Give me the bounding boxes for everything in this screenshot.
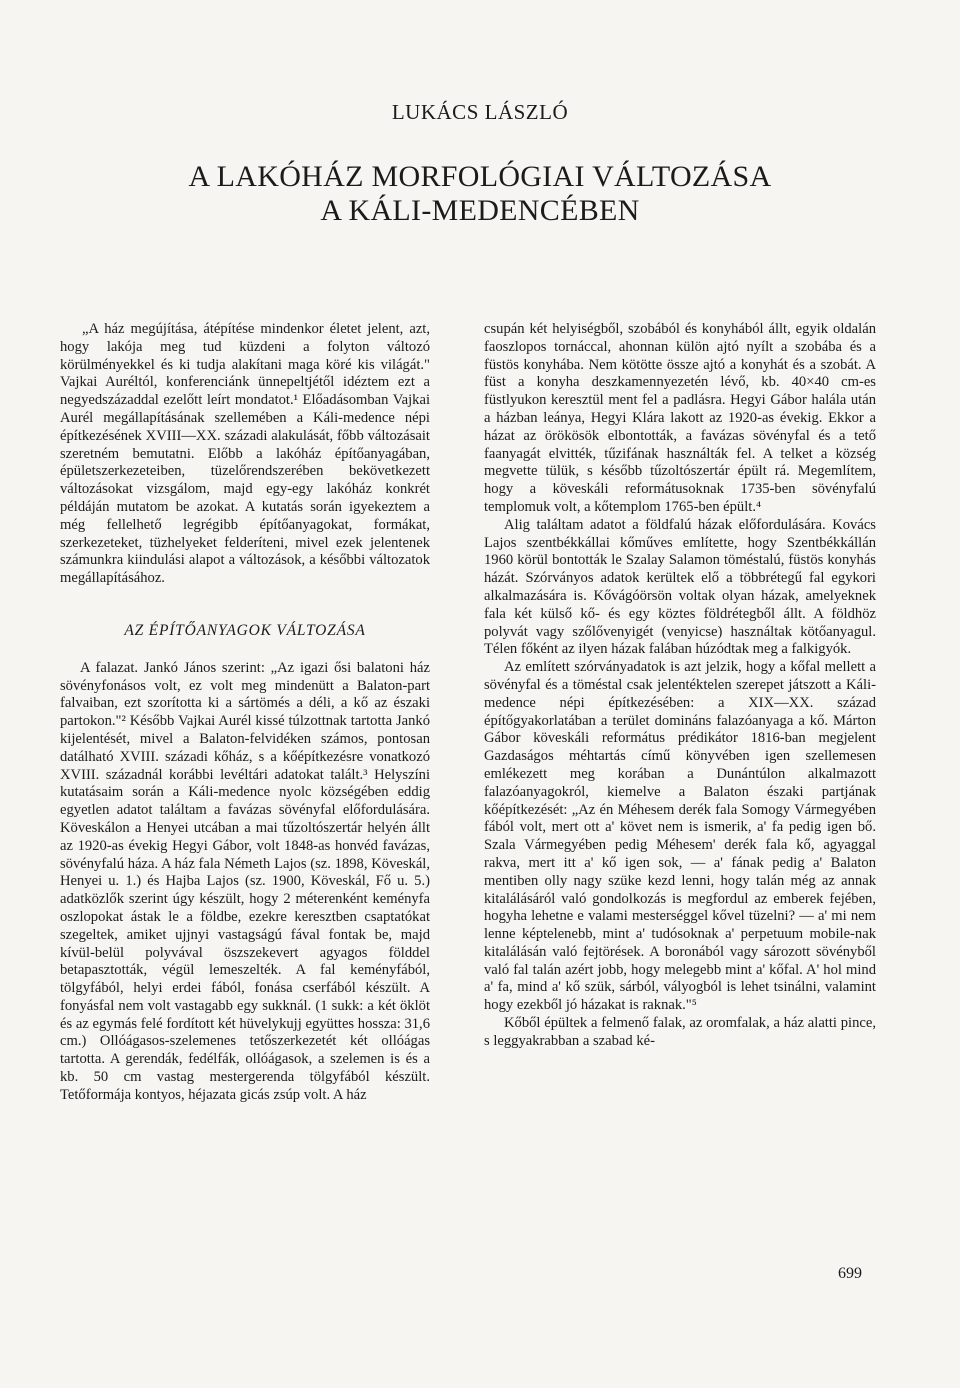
article-title	[0, 160, 960, 228]
section-heading: AZ ÉPÍTŐANYAGOK VÁLTOZÁSA	[124, 621, 366, 639]
title-line-2: A KÁLI-MEDENCÉBEN	[320, 194, 640, 227]
body-paragraph: A falazat. Jankó János szerint: „Az igazi ősi balatoni ház sövényfonásos volt, ez volt meg mindenütt a Balaton-part falvaiban, ezt szorította ki a sártömés a déli, a kő az északi partokon."² Később Vajkai Aurél kissé túlzottnak tartotta Jankó kijelentését, mivel a Balaton-felvidéken számos, pontosan datálható XVIII. századi kőház, s a kőépítkezésre vonatkozó XVIII. századnál korábbi levéltári adatokat talált.³ Helyszíni kutatásaim során a Káli-medence nyolc községében eddig egyetlen adatot találtam a favázas sövényfal előfordulására. Köveskálon a Henyei utcában a mai tűzoltószertár helyén állt az 1920-as évekig Hegyi Gábor, volt 1848-as honvéd favázas, sövényfalú háza. A ház fala Németh Lajos (sz. 1898, Köveskál, Henyei u. 1.) és Hajba Lajos (sz. 1900, Köveskál, Fő u. 5.) adatközlők szerint úgy készült, hogy 2 méterenként keményfa oszlopokat ástak le a földbe, ezekre keresztben csaptatókat szegeltek, amiket ujjnyi vastagságú fával fontak be, majd kívül-belül polyvával öszszekevert agyagos földdel betapasztották, végül lemeszelték. A fal keményfából, tölgyfából, helyi erdei fából, fonása cserfából készült. A fonyásfal nem volt vastagabb egy sukknál. (1 sukk: a két öklöt és az egymás felé fordított két hüvelykujj együttes hossza: 31,6 cm.) Ollóágasos-szelemenes tetőszerkezetét két ollóágas tartotta. A gerendák, fedélfák, ollóágasok, a szelemen is és a kb. 50 cm vastag mestergerenda tölgyfából készült. Tetőformája kontyos, héjazata gicás zsúp volt. A ház	[60, 659, 430, 1103]
intro-paragraph: „A ház megújítása, átépítése mindenkor életet jelent, azt, hogy lakója meg tud küzdeni a folyton változó körülményekkel és ki tudja alakítani maga köré kis világát." Vajkai Auréltól, konferenciánk ünnepeltjétől idéztem ezt a negyedszázaddal ezelőtt leírt mondatot.¹ Előadásomban Vajkai Aurél megállapításának szellemében a Káli-medence népi építkezésének XVIII—XX. századi alakulását, főbb változásait szeretném bemutatni. Előbb a lakóház építőanyagában, épületszerkezeteiben, tüzelőrendszerében bekövetkezett változásokat vizsgálom, majd egy-egy lakóház konkrét példáján mutatom be azokat. A kutatás során igyekeztem a még fellelhető legrégibb építőanyagokat, formákat, szerkezeteket, tüzhelyeket felderíteni, mivel ezek jelentenek számunkra kiindulási alapot a változások, a későbbi változatok megállapításához.	[60, 321, 430, 587]
author-name: LUKÁCS LÁSZLÓ	[391, 100, 569, 124]
right-paragraph-2: Alig találtam adatot a földfalú házak előfordulására. Kovács Lajos szentbékkállai kőműves említette, hogy Szentbékkállán 1960 körül bontották le Szalay Salamon töméstalú, füstös konyhás házát. Szórványos adatok kerültek elő a többrétegű fal egykori alkalmazására is. Kővágóörsön voltak olyan házak, amelyeknek fala két külső kő- és egy köztes földrétegből állt. A földhöz polyvát vagy szőlővenyigét (venyicse) használtak kötőanyagul. Télen főként az ilyen házak falában húzódtak meg a falkigyók.	[484, 516, 876, 658]
right-paragraph-4: Kőből épültek a felmenő falak, az oromfalak, a ház alatti pince, s leggyakrabban a szabad ké-	[484, 1015, 876, 1049]
title-line-1: A LAKÓHÁZ MORFOLÓGIAI VÁLTOZÁSA	[188, 160, 772, 193]
right-paragraph-1: csupán két helyiségből, szobából és konyhából állt, egyik oldalán faoszlopos tornáccal, ahonnan külön ajtó nyílt a szobába és a füstös konyhába. Nem kötötte össze ajtó a konyhát és a szobát. A füst a konyha deszkamennyezetén lévő, kb. 40×40 cm-es füstlyukon keresztül ment fel a padlásra. Hegyi Gábor halála után a házban leánya, Hegyi Klára lakott az 1920-as évekig. Ekkor a házat az örökösök elbontották, a favázas sövényfal és a tető faanyagát elvitték, tűzifának használták fel. A telket a község megvette tülük, s később tűzoltószertár épült rá. Megemlítem, hogy a köveskáli reformátusoknak 1735-ben sövényfalú templomuk volt, a kőtemplom 1765-ben épült.⁴	[484, 321, 876, 515]
page-number: 699	[838, 1265, 862, 1282]
right-column	[484, 321, 876, 1051]
right-paragraph-3: Az említett szórványadatok is azt jelzik, hogy a kőfal mellett a sövényfal és a töméstal csak jelentéktelen szerepet játszott a Káli-medence népi építkezésében: a XIX—XX. század építőgyakorlatában a terület domináns falazóanyaga a kő. Márton Gábor köveskáli református prédikátor 1816-ban megjelent Gazdaságos méhtartás című könyvében igen szellemesen emlékezett meg korában a Dunántúlon alkalmazott falazóanyagokról, kiemelve a Balaton északi partjának kőépítkezését: „Az én Méhesem derék fala Somogy Vármegyében fából volt, mert ott a' követ nem is ismerik, a' fa pedig igen bő. Szala Vármegyében pedig Méhesem' derék fala kő, agyaggal rakva, mert itt a' kő igen sok, — a' fának pedig a' Balaton mentiben olly nagy szüke kezd lenni, hogy talán még az annak kitalálásáról való gondolkozás is megfordul az emberek fejében, hogyha lehetne e valami mesterséggel kővel tüzelni? — a' mi nem lenne képtelenebb, mint a' tudósoknak a' perpetuum mobile-nak kitalálásán való fejtörések. A boronából vagy sározott sövényből való fal talán azért jobb, hogy melegebb mint a' kőfal. A' hol mind a' fa, mind a' kő szük, sárból, vályogból is lehet tsinálni, valamint hogy ezekből jó házakat is raknak."⁵	[484, 659, 876, 1014]
left-column	[60, 321, 430, 1105]
